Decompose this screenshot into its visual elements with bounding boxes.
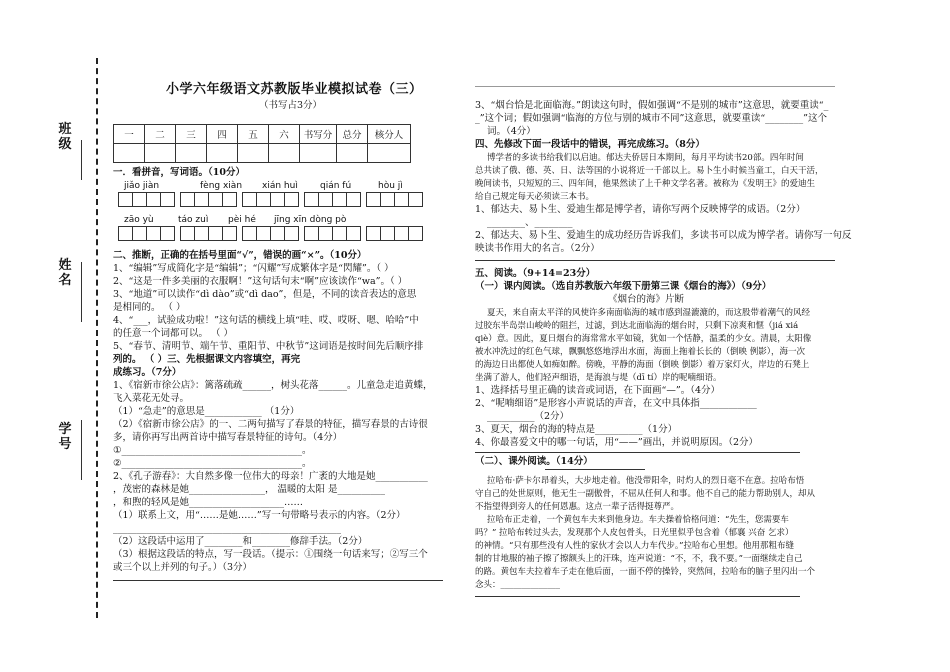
- pinyin-7: táo zuì: [178, 215, 209, 225]
- score-header-cell: 一: [114, 125, 145, 144]
- s5-1-question: 1、选择括号里正确的读音或词语，在下面画“—”。（4分）: [475, 385, 721, 396]
- score-header-cell: 三: [176, 125, 207, 144]
- q3-line: _”这个词；假如强调“临海的方位与别的城市不同”这意思，就要重读“________”这个: [475, 113, 828, 124]
- section-2-title: 二、推断，正确的在括号里面“√”，错误的画“×”。（10分）: [113, 250, 367, 261]
- q3-line: 词。（4分）: [487, 126, 536, 137]
- section-5-title: 五、阅读。（9+14=23分）: [475, 268, 596, 279]
- s2-line: 列的。 （ ）三、先根据课文内容填空，再完: [113, 354, 301, 365]
- pinyin-8: pèi hé: [228, 215, 256, 225]
- s4-line: 映读书作用大的名言。（2分）: [475, 243, 600, 254]
- score-header-cell: 六: [269, 125, 300, 144]
- score-header-cell: 五: [238, 125, 269, 144]
- s3-line: （1）“急走”的意思是____________ （1分）: [113, 406, 300, 417]
- s2-line: 5、“春节、清明节、端午节、重阳节、中秋节”这词语是按时间先后顺序排: [113, 341, 424, 352]
- s5-1-line: 的海边日出都使人如痴如醉。傍晚，平静的海面（倒映 倒影）着万家灯火，岸边的石凳上: [475, 360, 810, 370]
- writing-boxes-row-2[interactable]: [118, 226, 422, 241]
- score-table: [113, 124, 411, 163]
- writing-boxes-row-1[interactable]: [118, 192, 422, 207]
- score-header-cell: 四: [207, 125, 238, 144]
- name-label: 姓名: [58, 258, 72, 288]
- section-4-title: 四、先修改下面一段话中的错误，再完成练习。（8分）: [475, 139, 705, 150]
- s3-line: 1、《宿新市徐公店》：篱落疏疏______，树头花落______。儿童急走追黄蝶，: [113, 380, 433, 391]
- q3-line: 3、“烟台恰是北面临海。”朗读这句时，假如强调“不是别的城市”这意思，就要重读“_: [475, 100, 829, 111]
- s4-answer-line[interactable]: ________、________: [487, 217, 573, 228]
- section-5-1-title: （一）课内阅读。（选自苏教版六年级下册第三课《烟台的海》）（9分）: [475, 281, 772, 292]
- score-cell[interactable]: [368, 144, 411, 163]
- s3-line: 多，请你再写出两首诗中描写春景特征的诗句。（4分）: [113, 432, 343, 443]
- s5-1-line: 坐满了游人，他们轻声细语，是海浪与堤（dī tí）岸的呢喃细语。: [475, 373, 722, 383]
- top-rule: [475, 86, 835, 87]
- score-header-cell: 总分: [337, 125, 368, 144]
- pinyin-5: hòu jì: [378, 181, 403, 191]
- answer-rule[interactable]: [475, 596, 800, 597]
- score-cell[interactable]: [145, 144, 176, 163]
- s2-line: 3、“地道”可以读作“dì dào”或“dì dao”，但是，不同的读音表达的意思: [113, 289, 417, 300]
- score-cell[interactable]: [238, 144, 269, 163]
- class-write-line[interactable]: [81, 140, 82, 180]
- s2-line: 1、“编辑”写成简化字是“编辑”；“闪耀”写成繁体字是“閃耀”。（ ）: [113, 263, 394, 274]
- score-cell[interactable]: [114, 144, 145, 163]
- binding-dashed-line: [96, 58, 98, 618]
- s4-line: 总共读了俄、德、英、日、法等国的小说将近一千部以上。易卜生小时候当童工，白天干活，: [475, 166, 824, 176]
- s5-2-line: 拉哈布·萨卡尔昂着头，大步地走着。他没带阳伞，时灼人的烈日毫不在意。拉哈布悟: [487, 476, 805, 486]
- s3-answer-line[interactable]: ________________________________________________: [113, 523, 341, 534]
- s3-line: 2、《孔子游春》：大自然多像一位伟大的母亲！广袤的大地是她___________: [113, 471, 428, 482]
- answer-rule[interactable]: [113, 580, 443, 581]
- pinyin-1: jiǎo jiàn: [124, 181, 160, 191]
- s2-line: 的任意一个词都可以。 （ ）: [113, 328, 234, 339]
- s5-1-question: 4、你最喜爱文中的哪一句话，用“——”画出，并说明原因。（2分）: [475, 437, 759, 448]
- s3-line: ，茂密的森林是她________________， 温暖的太阳 是__________: [113, 484, 386, 495]
- name-write-line[interactable]: [81, 262, 82, 322]
- s5-1-line: 夏天，来自南太平洋的风使许多南面临海的城市感到湿漉漉的，而这股带着潮气的风经: [487, 308, 811, 318]
- pinyin-9: jīng xīn dòng pò: [274, 215, 347, 225]
- pinyin-4: qián fú: [320, 181, 352, 191]
- class-label: 班级: [58, 122, 72, 152]
- excerpt-title: 《烟台的海》片断: [608, 294, 685, 305]
- s3-line: （2）这段话中运用了________和________修辞手法。（2分）: [113, 536, 368, 547]
- pinyin-2: fèng xiàn: [200, 181, 243, 191]
- s2-line: 2、“这是一件多美丽的衣服啊！”这句话句末“啊”应该读作“wa”。（ ）: [113, 276, 408, 287]
- answer-rule[interactable]: [545, 469, 645, 470]
- score-header-cell: 二: [145, 125, 176, 144]
- s5-1-answer-line[interactable]: __________（2分）: [487, 411, 570, 422]
- s5-1-question: 3、夏天，烟台的海的特点是__________（1分）: [475, 424, 678, 435]
- score-cell[interactable]: [337, 144, 368, 163]
- s3-line: （3）根据这段话的特点，写一段话。（提示：①围绕一句话来写；②写三个: [113, 549, 428, 560]
- answer-rule[interactable]: [475, 452, 800, 453]
- s3-line: （1）联系上文，用“……是她……”写一句带略号表示的内容。（2分）: [113, 510, 406, 521]
- s5-2-line: 不指望得到旁人的任何恩惠。这点一辈子活得挺尊严。: [475, 502, 680, 512]
- s4-line: 2、郁达夫、易卜生、爱迪生的成功经历告诉我们，多读书可以成为博学者。请你写一句反: [475, 230, 852, 241]
- s5-2-line: 拉哈布正走着，一个黄包车夫来到他身边。车夫操着恰格问道：“先生，您需要车: [487, 515, 789, 525]
- score-cell[interactable]: [269, 144, 300, 163]
- s5-2-line: 制的甘地服的袖子擦了擦额头上的汗珠，连声说道：“不，不，我不要。”一面继续走自己: [475, 554, 803, 564]
- s3-answer-line[interactable]: ②______________________________________。: [113, 458, 312, 469]
- score-cell[interactable]: [300, 144, 337, 163]
- s4-line: 晚间读书，只短短的三、四年间，他果然读了上千种文学名著。被称为《发明王》的爱迪生: [475, 179, 816, 189]
- pinyin-3: xián huì: [262, 181, 298, 191]
- s4-line: 1、郁达夫、易卜生、爱迪生都是博学者，请你写两个反映博学的成语。（2分）: [475, 204, 806, 215]
- s4-line: 给自己规定每天必须读三本书。: [475, 192, 595, 202]
- section-1-title: 一．看拼音，写词语。（10分）: [113, 167, 245, 178]
- s5-2-line: 的神情。“只有那些没有人性的家伙才会以人力车代步。”拉哈布心里想。他用那粗布缝: [475, 541, 794, 551]
- score-header-row: [114, 125, 411, 144]
- student-id-write-line[interactable]: [81, 420, 82, 480]
- score-cell[interactable]: [207, 144, 238, 163]
- s5-2-line: 守自己的处世原则，他无生一副傲骨，不屈从任何人和事。他不自己的能力帮助别人，却从: [475, 489, 816, 499]
- s5-2-line: 的路。黄包车夫拉着车子走在他后面，一面不停的操铃，突然间，拉哈布的脑子里闪出一个: [475, 567, 816, 577]
- s2-line: 成练习。（7分）: [113, 367, 182, 378]
- s2-line: 4、“___，试验成功啦！”这句话的横线上填“哇、哎、哎呀、嗯、哈哈”中: [113, 315, 419, 326]
- s2-line: 是相同的。 （ ）: [113, 302, 186, 313]
- s5-2-line: 念头：______________: [475, 580, 561, 590]
- exam-title: 小学六年级语文苏教版毕业模拟试卷（三）: [166, 82, 423, 97]
- section-5-2-title: （二）、课外阅读。（14分）: [475, 456, 593, 467]
- s5-1-line: qiè）意。因此，夏日烟台的海常常水平如镜，犹如一个恬静，温柔的少女。清晨，太阳像: [475, 334, 812, 344]
- score-header-cell: 书写分: [300, 125, 337, 144]
- score-cell[interactable]: [176, 144, 207, 163]
- s3-answer-line[interactable]: ①______________________________________。: [113, 445, 312, 456]
- score-value-row[interactable]: [114, 144, 411, 163]
- s5-1-line: 被水冲洗过的红色气球，飘飘悠悠地浮出水面，海面上拖着长长的（倒映 例影），海一次: [475, 347, 805, 357]
- s3-line: 或三个以上并列的句子。）（3分）: [113, 562, 253, 573]
- s5-1-question: 2、“呢喃细语”是形容小声说话的声音，在文中具体指____________: [475, 398, 757, 409]
- s4-line: 博学者的多读书给我们以启迪。郁达夫侨居日本期间，每月平均读书20部。四年时间: [487, 153, 804, 163]
- s5-1-line: 过胶东半岛崇山峻岭的阻拦，过滤，到达北面临海的烟台时，只剩下凉爽和惬（jiá xiá: [475, 321, 799, 331]
- pinyin-6: zāo yù: [124, 215, 154, 225]
- s3-line: ，和煦的轻风是她____________________……: [113, 497, 304, 508]
- s3-line: 飞入菜花无处寻。: [113, 393, 190, 404]
- exam-subtitle: （书写占3分）: [259, 100, 323, 111]
- student-id-label: 学号: [58, 422, 72, 452]
- s3-line: （2）《宿新市徐公店》的一、二两句描写了春景的特征，描写春景的古诗很: [113, 419, 428, 430]
- answer-rule[interactable]: [475, 260, 835, 261]
- score-header-cell: 核分人: [368, 125, 411, 144]
- s5-2-line: 吗？” 拉哈布转过头去，发现那个人皮包骨头，日光里似乎包含着（郁襄 兴奋 乞求）: [475, 528, 794, 538]
